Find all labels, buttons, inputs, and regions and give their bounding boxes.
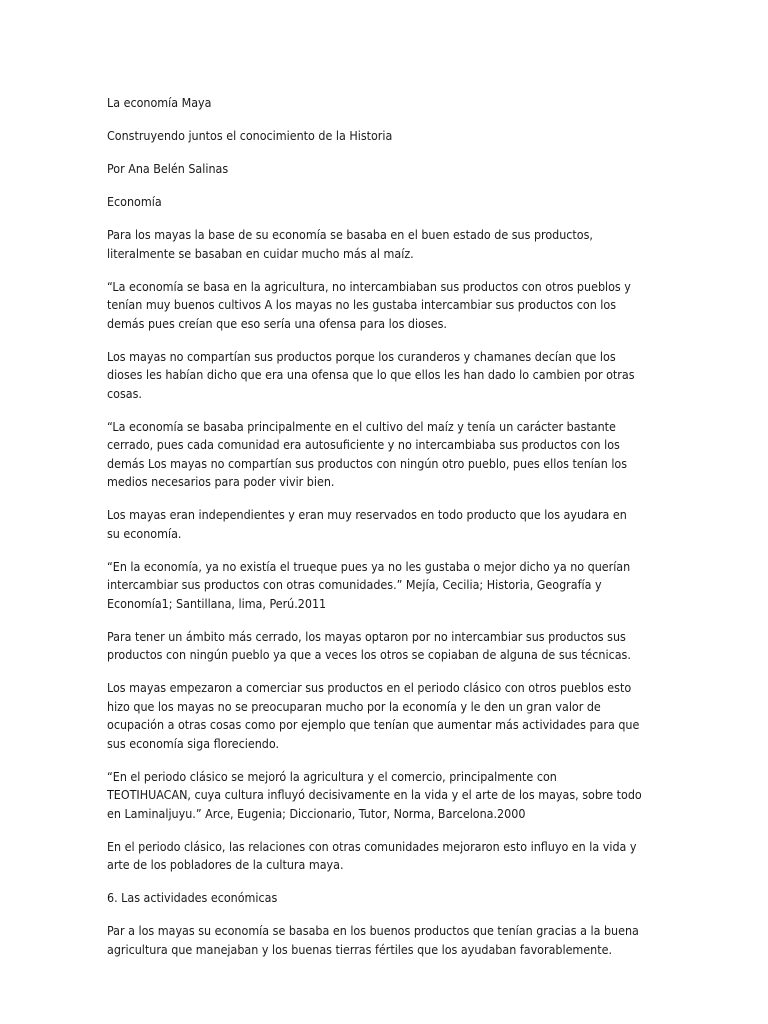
section-heading-actividades: 6. Las actividades económicas (107, 890, 278, 905)
section-heading-economia: Economía (107, 194, 162, 209)
document-author: Por Ana Belén Salinas (107, 161, 229, 176)
paragraph: En el periodo clásico, las relaciones con otras comunidades mejoraron esto influyo en la vida y arte de los pobladores de la cultura maya. (107, 838, 637, 872)
document-page (107, 94, 642, 974)
paragraph: Para tener un ámbito más cerrado, los mayas optaron por no intercambiar sus productos sus productos con ningún pueblo ya que a veces los otros se copiaban de alguna de sus técnicas. (107, 628, 631, 662)
document-subtitle: Construyendo juntos el conocimiento de la Historia (107, 128, 393, 143)
quote-paragraph: “La economía se basaba principalmente en el cultivo del maíz y tenía un carácter bastante cerrado, pues cada comunidad era autosuficiente y no intercambiaba sus productos con los demás Los mayas no compartían sus productos con ningún otro pueblo, pues ellos tenían los medios necesarios para poder vivir bien. (107, 418, 628, 489)
quote-paragraph: “En el periodo clásico se mejoró la agricultura y el comercio, principalmente con TEOTIHUACAN, cuya cultura influyó decisivamente en la vida y el arte de los mayas, sobre todo en Laminaljuyu.” Arce, Eugenia; Diccionario, Tutor, Norma, Barcelona.2000 (107, 768, 642, 821)
quote-paragraph: “La economía se basa en la agricultura, no intercambiaban sus productos con otros pueblos y tenían muy buenos cultivos A los mayas no les gustaba intercambiar sus productos con los demás pues creían que eso sería una ofensa para los dioses. (107, 278, 631, 331)
paragraph: Para los mayas la base de su economía se basaba en el buen estado de sus productos, literalmente se basaban en cuidar mucho más al maíz. (107, 227, 593, 261)
paragraph: Par a los mayas su economía se basaba en los buenos productos que tenían gracias a la buena agricultura que manejaban y los buenas tierras fértiles que los ayudaban favorablemente. (107, 923, 639, 957)
paragraph: Los mayas eran independientes y eran muy reservados en todo producto que los ayudara en su economía. (107, 507, 627, 541)
document-title: La economía Maya (107, 95, 212, 110)
paragraph: Los mayas empezaron a comerciar sus productos en el periodo clásico con otros pueblos esto hizo que los mayas no se preocuparan mucho por la economía y le den un gran valor de ocupación a otras cosas como por ejemplo que tenían que aumentar más actividades para que sus economía siga floreciendo. (107, 680, 640, 751)
quote-paragraph: “En la economía, ya no existía el trueque pues ya no les gustaba o mejor dicho ya no querían intercambiar sus productos con otras comunidades.” Mejía, Cecilia; Historia, Geografía y Economía1; Santillana, lima, Perú.2011 (107, 558, 631, 611)
paragraph: Los mayas no compartían sus productos porque los curanderos y chamanes decían que los dioses les habían dicho que era una ofensa que lo que ellos les han dado lo cambien por otras cosas. (107, 348, 635, 401)
